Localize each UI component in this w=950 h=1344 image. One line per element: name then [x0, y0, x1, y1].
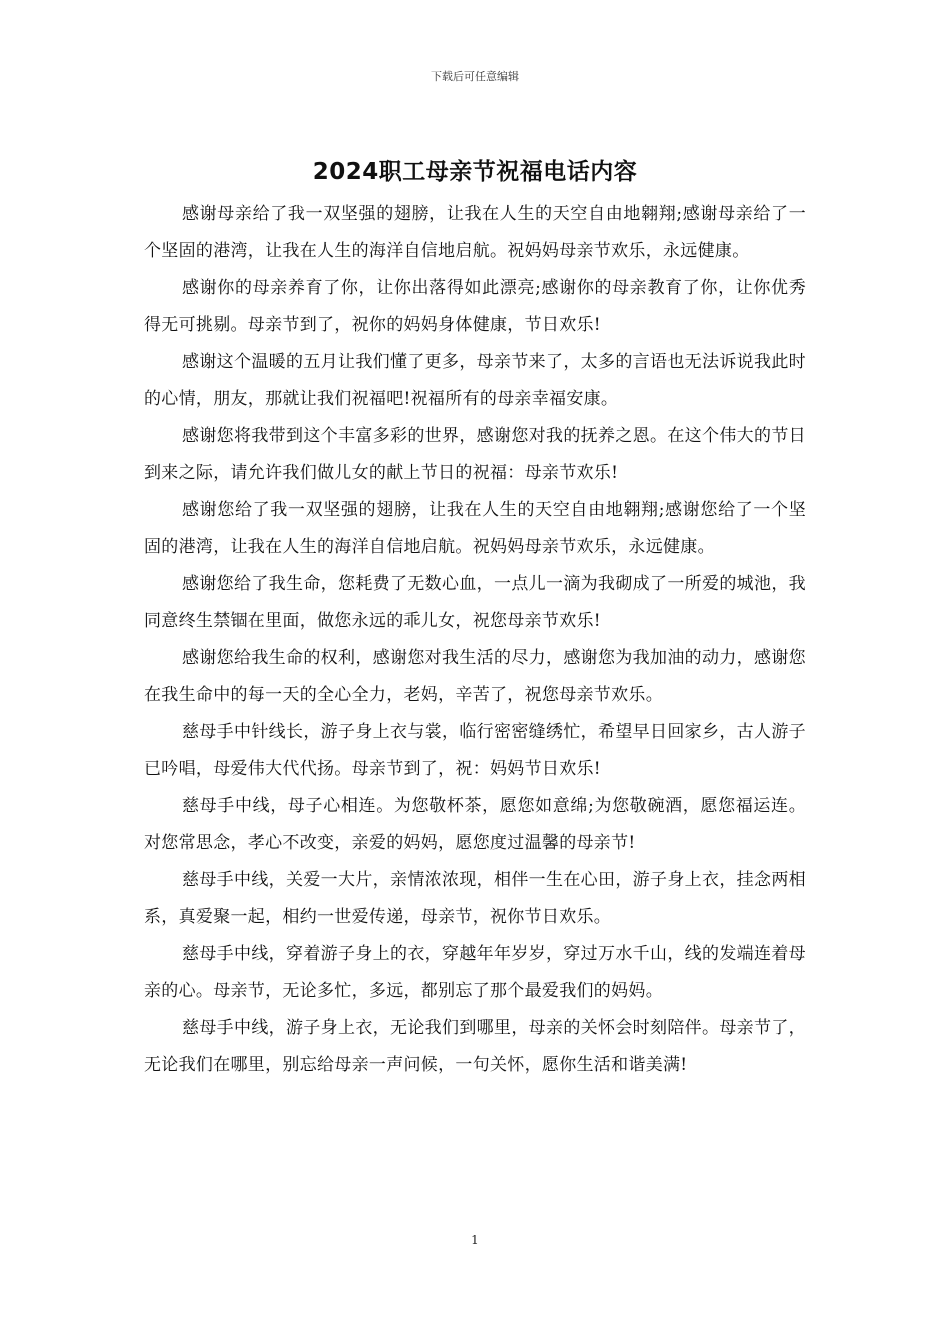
- paragraph: 感谢您给了我生命，您耗费了无数心血，一点儿一滴为我砌成了一所爱的城池，我同意终生禁锢在里面，做您永远的乖儿女，祝您母亲节欢乐!: [144, 574, 806, 631]
- document-body: [144, 196, 806, 1084]
- document-title: 2024职工母亲节祝福电话内容: [312, 159, 638, 185]
- page-number: 1: [471, 1233, 479, 1247]
- paragraph: 慈母手中线，关爱一大片，亲情浓浓现，相伴一生在心田，游子身上衣，挂念两相系，真爱聚一起，相约一世爱传递，母亲节，祝你节日欢乐。: [144, 870, 806, 927]
- paragraph: 慈母手中线，穿着游子身上的衣，穿越年年岁岁，穿过万水千山，线的发端连着母亲的心。母亲节，无论多忙，多远，都别忘了那个最爱我们的妈妈。: [144, 944, 806, 1001]
- paragraph: 慈母手中针线长，游子身上衣与裳，临行密密缝绣忙，希望早日回家乡，古人游子已吟唱，母爱伟大代代扬。母亲节到了，祝：妈妈节日欢乐!: [144, 722, 806, 779]
- paragraph: 慈母手中线，游子身上衣，无论我们到哪里，母亲的关怀会时刻陪伴。母亲节了，无论我们在哪里，别忘给母亲一声问候，一句关怀，愿你生活和谐美满!: [144, 1018, 806, 1075]
- paragraph: 感谢您给我生命的权利，感谢您对我生活的尽力，感谢您为我加油的动力，感谢您在我生命中的每一天的全心全力，老妈，辛苦了，祝您母亲节欢乐。: [144, 648, 806, 705]
- header-note: 下载后可任意编辑: [431, 70, 519, 83]
- paragraph: 感谢母亲给了我一双坚强的翅膀，让我在人生的天空自由地翱翔;感谢母亲给了一个坚固的港湾，让我在人生的海洋自信地启航。祝妈妈母亲节欢乐，永远健康。: [144, 204, 806, 261]
- paragraph: 感谢您给了我一双坚强的翅膀，让我在人生的天空自由地翱翔;感谢您给了一个坚固的港湾，让我在人生的海洋自信地启航。祝妈妈母亲节欢乐，永远健康。: [144, 500, 806, 557]
- paragraph: 感谢你的母亲养育了你，让你出落得如此漂亮;感谢你的母亲教育了你，让你优秀得无可挑剔。母亲节到了，祝你的妈妈身体健康，节日欢乐!: [144, 278, 806, 335]
- paragraph: 感谢这个温暖的五月让我们懂了更多，母亲节来了，太多的言语也无法诉说我此时的心情，朋友，那就让我们祝福吧!祝福所有的母亲幸福安康。: [144, 352, 806, 409]
- paragraph: 慈母手中线，母子心相连。为您敬杯茶，愿您如意绵;为您敬碗酒，愿您福运连。对您常思念，孝心不改变，亲爱的妈妈，愿您度过温馨的母亲节!: [144, 796, 806, 853]
- paragraph: 感谢您将我带到这个丰富多彩的世界，感谢您对我的抚养之恩。在这个伟大的节日到来之际，请允许我们做儿女的献上节日的祝福：母亲节欢乐!: [144, 426, 806, 483]
